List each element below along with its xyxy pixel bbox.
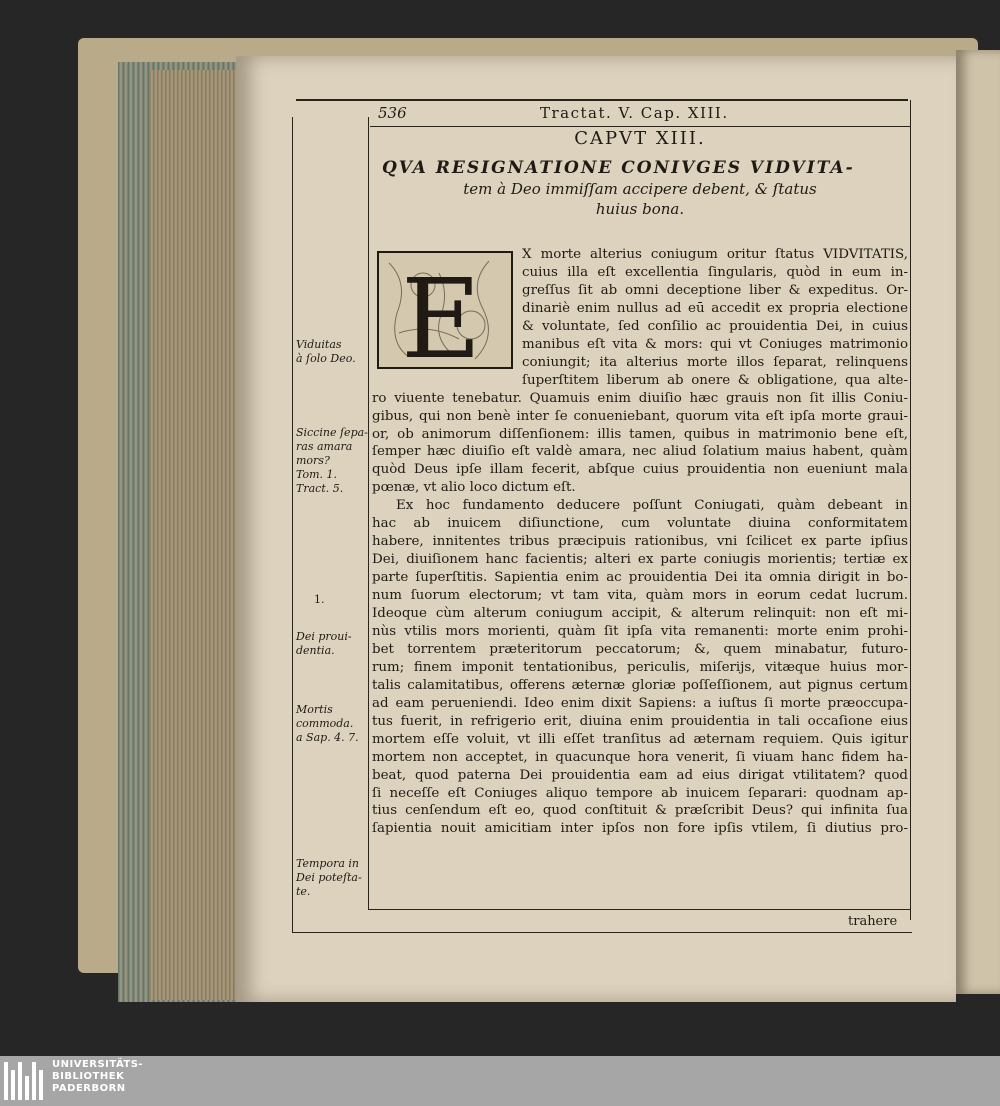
right-frame-rule	[910, 100, 911, 920]
body-line: ad eam perueniendi. Ideo enim dixit Sapiens: a iuſtus ſi morte præoccupa-	[372, 695, 908, 711]
body-line: bet torrentem præteritorum peccatorum; &, quem minabatur, futuro-	[372, 641, 908, 657]
margin-note-line: ras amara	[296, 440, 353, 453]
body-line: or, ob animorum diſſenſionem: illis tamen, quibus in matrimonio bene eſt,	[372, 426, 908, 442]
body-line: X morte alterius coniugum oritur ſtatus VIDVITATIS,	[522, 247, 908, 262]
margin-note-line: mors?	[296, 454, 330, 467]
outer-frame-rule	[292, 117, 293, 933]
body-line: cuius illa eſt excellentia ſingularis, quòd in eum in-	[522, 264, 908, 280]
decorated-initial-e	[377, 251, 513, 369]
body-line: mortem non acceptet, in quacunque hora venerit, ſi viuam hanc fidem ha-	[372, 749, 908, 765]
margin-note-line: Siccine ſepa-	[296, 426, 368, 439]
body-line: Ex hoc fundamento deducere poſſunt Coniugati, quàm debeant in	[396, 498, 908, 514]
margin-note-line: Viduitas	[296, 338, 342, 351]
page-edges-inner	[150, 70, 238, 1000]
margin-divider-rule	[368, 117, 369, 909]
margin-note-line: Dei proui-	[296, 630, 352, 643]
margin-note	[296, 630, 352, 658]
institution-line: UNIVERSITÄTS-	[52, 1059, 144, 1070]
body-line: nùs vtilis mors morienti, quàm ſit ipſa vita remanenti: morte enim prohi-	[372, 623, 908, 639]
margin-note-line: a Sap. 4. 7.	[296, 731, 359, 744]
margin-note-line: Mortis	[296, 703, 333, 716]
body-line: ſemper hæc diuiſio eſt valdè amara, nec aliud ſolatium maius habent, quàm	[372, 444, 908, 460]
footer-bar	[0, 1056, 1000, 1106]
body-line: greſſus ſit ab omni deceptione liber & expeditus. Or-	[522, 282, 908, 298]
institution-line: PADERBORN	[52, 1083, 126, 1094]
body-line: ro viuente tenebatur. Quamuis enim diuiſio hæc grauis non ſit illis Coniu-	[372, 390, 908, 406]
university-library-logo-icon	[4, 1062, 48, 1100]
body-line: hac ab inuicem diſiunctione, cum voluntate diuina conformitatem	[372, 516, 908, 532]
margin-note-line: commoda.	[296, 717, 354, 730]
body-line: & voluntate, ſed conſilio ac prouidentia Dei, in cuius	[522, 318, 908, 334]
margin-note-line: dentia.	[296, 644, 335, 657]
body-line: quòd Deus ipſe illam fecerit, abſque cuius prouidentia non eueniunt mala	[372, 462, 908, 478]
institution-name	[52, 1059, 143, 1095]
body-line: dinariè enim nullus ad eū accedit ex propria electione	[522, 300, 908, 316]
margin-note-line: à ſolo Deo.	[296, 352, 356, 365]
margin-note	[296, 703, 359, 745]
margin-note	[314, 593, 325, 607]
margin-note	[296, 338, 356, 366]
body-line: parte ſuperſtitis. Sapientia enim ac prouidentia Dei ita omnia dirigit in bo-	[372, 570, 908, 586]
bottom-outer-rule	[292, 932, 912, 933]
body-line: ſapientia nouit amicitiam inter ipſos non fore ipſis vtilem, ſi diutius pro-	[372, 821, 908, 837]
body-line: Dei, diuiſionem hanc facientis; alteri ex parte coniugis morientis; tertiæ ex	[372, 552, 908, 568]
margin-note	[296, 426, 368, 496]
running-head-rule	[370, 126, 910, 127]
margin-note-line: Dei poteſta-	[296, 871, 362, 884]
margin-note-line: 1.	[314, 593, 325, 606]
catchword: trahere	[848, 914, 898, 929]
body-line: talis calamitatibus, offerens æternæ gloriæ poſſeſſionem, aut pignus certum	[372, 677, 908, 693]
margin-note-line: Tempora in	[296, 857, 360, 870]
body-line: habere, innitentes tribus præcipuis rationibus, vni ſcilicet ex parte ipſius	[372, 534, 908, 550]
chapter-title-line-2: tem à Deo immiſſam accipere debent, & ſtatus	[463, 180, 817, 198]
body-line: rum; finem imponit tentationibus, periculis, miſerijs, vitæque huius mor-	[372, 659, 908, 675]
body-line: num ſuorum electorum; vt tam vita, quàm mors in eorum cedat lucrum.	[372, 588, 908, 604]
margin-note	[296, 857, 362, 899]
chapter-title-line-3: huius bona.	[595, 200, 685, 218]
body-line: pœnæ, vt alio loco dictum eſt.	[372, 480, 576, 496]
bottom-rule	[368, 909, 910, 910]
page-number: 536	[378, 104, 407, 122]
margin-note-line: te.	[296, 885, 311, 898]
margin-note-line: Tom. 1.	[296, 468, 338, 481]
body-line: ſuperſtitem liberum ab onere & obligatione, qua alte-	[522, 372, 908, 388]
body-line: mortem eſſe voluit, vt illi eſſet tranſitus ad æternam requiem. Quis igitur	[372, 731, 908, 747]
body-line: ſi neceſſe eſt Coniuges aliquo tempore ab inuicem ſeparari: quodnam ap-	[372, 785, 908, 801]
running-head: Tractat. V. Cap. XIII.	[540, 104, 729, 122]
top-rule	[296, 99, 908, 101]
initial-letter: E	[401, 255, 482, 367]
chapter-heading: CAPVT XIII.	[574, 128, 706, 149]
institution-line: BIBLIOTHEK	[52, 1071, 125, 1082]
facing-page-edge	[956, 50, 1000, 994]
body-line: tus fuerit, in refrigerio erit, diuina enim prouidentia in tali occaſione eius	[372, 713, 908, 729]
body-line: coniungit; ita alterius morte illos ſeparat, relinquens	[522, 354, 908, 370]
body-line: Ideoque cùm alterum coniugum accipit, & alterum relinquit: non eſt mi-	[372, 606, 908, 621]
body-line: tius cenſendum eſt eo, quod conſtituit & præſcribit Deus? qui infinita ſua	[372, 803, 908, 819]
body-line: beat, quod paterna Dei prouidentia eam ad eius dirigat vtilitatem? quod	[372, 767, 908, 783]
body-line: gibus, qui non benè inter ſe conueniebant, quorum vita eſt ipſa morte graui-	[372, 408, 908, 424]
chapter-title-line-1: QVA RESIGNATIONE CONIVGES VIDVITA-	[382, 158, 855, 178]
margin-note-line: Tract. 5.	[296, 482, 344, 495]
body-line: manibus eſt vita & mors: qui vt Coniuges matrimonio	[522, 336, 908, 352]
